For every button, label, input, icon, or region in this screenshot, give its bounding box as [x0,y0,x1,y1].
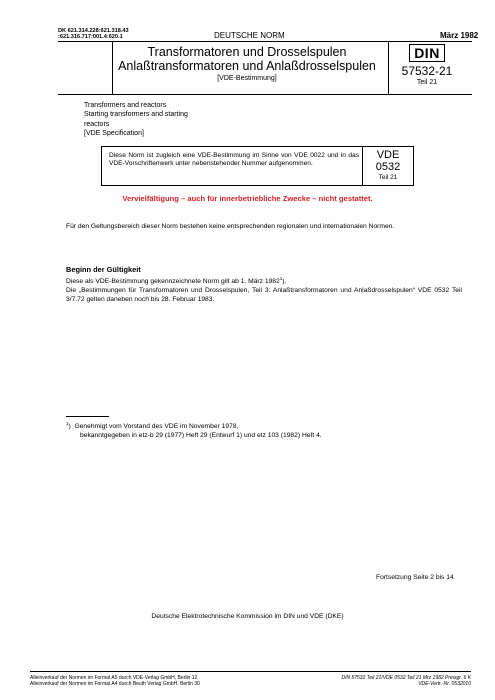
sales-info [30,675,200,688]
bottom-rule [30,671,471,672]
footnote-marker-end: ) [68,423,71,431]
sales-info-a4: Alleinverkauf der Normen im Format A4 durch Beuth Verlag GmbH, Berlin 30 [30,681,200,688]
vde-label: VDE [376,149,400,161]
header-top-rule [58,41,472,42]
doc-ref-line-1: DIN 57532 Teil 21/VDE 0532 Teil 21 Mrz 1982 Preisgr. 6 K [341,675,471,681]
vde-notice-text: Diese Norm ist zugleich eine VDE-Bestimmung im Sinne von VDE 0022 und in das VDE-Vorschriftenwerk unter nebenstehender Nummer aufgenommen. [109,152,359,168]
continuation-note: Fortsetzung Seite 2 bis 14 [376,574,454,581]
vde-teil: Teil 21 [378,174,398,181]
dk-classification [58,28,129,41]
document-reference [311,675,471,688]
issue-date: März 1982 [440,31,479,40]
english-title [84,101,204,138]
title-line-2: Anlaßtransformatoren und Anlaßdrosselspulen [118,59,376,73]
din-teil: Teil 21 [416,79,438,86]
footnote-marker: 1 [66,421,69,426]
din-number: 57532-21 [401,64,453,78]
validity-line-1-text: Diese als VDE-Bestimmung gekennzeichnete Norm gilt ab 1. März 1982 [66,278,280,285]
commission-line: Deutsche Elektrotechnische Kommission im DIN und VDE (DKE) [151,613,344,620]
din-logo: DIN [409,44,445,62]
vde-notice-box [101,146,414,186]
validity-line-1-end: ). [282,278,287,285]
footnote [66,420,462,441]
title-line-3: [VDE-Bestimmung] [217,75,277,82]
vde-number-block [363,150,413,182]
title-block [112,45,382,84]
validity-heading: Beginn der Gültigkeit [66,265,141,274]
footnote-line-1 [66,420,462,432]
doc-ref-line-2: VDE-Vertr.-Nr. 0532010 [418,681,471,688]
english-title-line-1: Transformers and reactors [84,102,167,109]
sales-info-a5: Alleinverkauf der Normen im Format A5 durch VDE-Verlag GmbH, Berlin 12 [30,675,198,681]
norm-label: DEUTSCHE NORM [214,31,285,40]
validity-text [66,277,462,304]
english-title-line-3: reactors [84,120,110,128]
dk-line-1: DK 621.314.228:621.318.43 [58,28,129,34]
reproduction-warning: Vervielfältigung – auch für innerbetriebliche Zwecke – nicht gestattet. [122,194,373,203]
validity-line-1 [66,277,462,286]
header-bottom-rule [58,94,472,95]
title-line-1: Transformatoren und Drosselspulen [147,45,347,59]
footnote-ref: 1 [279,275,283,281]
vde-number: 0532 [375,160,401,173]
din-block [392,44,462,87]
english-title-line-2: Starting transformers and starting [84,111,188,119]
footnote-line-2: bekanntgegeben in etz-b 29 (1977) Heft 29 (Entwurf 1) und etz 103 (1982) Heft 4. [80,432,322,440]
footnote-text-1: Genehmigt vom Vorstand des VDE im November 1978, [74,423,239,431]
scope-statement: Für den Geltungsbereich dieser Norm bestehen keine entsprechenden regionalen und internationalen Normen. [66,223,395,230]
header-right-divider [388,41,389,94]
dk-line-2: :621.316.717:001.4:620.1 [58,34,123,41]
english-title-line-4: [VDE Specification] [84,129,144,137]
validity-line-2: Die „Bestimmungen für Transformatoren und Drosselspulen, Teil 3: Anlaßtransformatoren und Anlaßdrosselspulen“ VDE 0532 Teil 3/7.72 gelten daneben noch bis 28. Februar 1983. [66,287,462,304]
footnote-rule [66,416,109,417]
